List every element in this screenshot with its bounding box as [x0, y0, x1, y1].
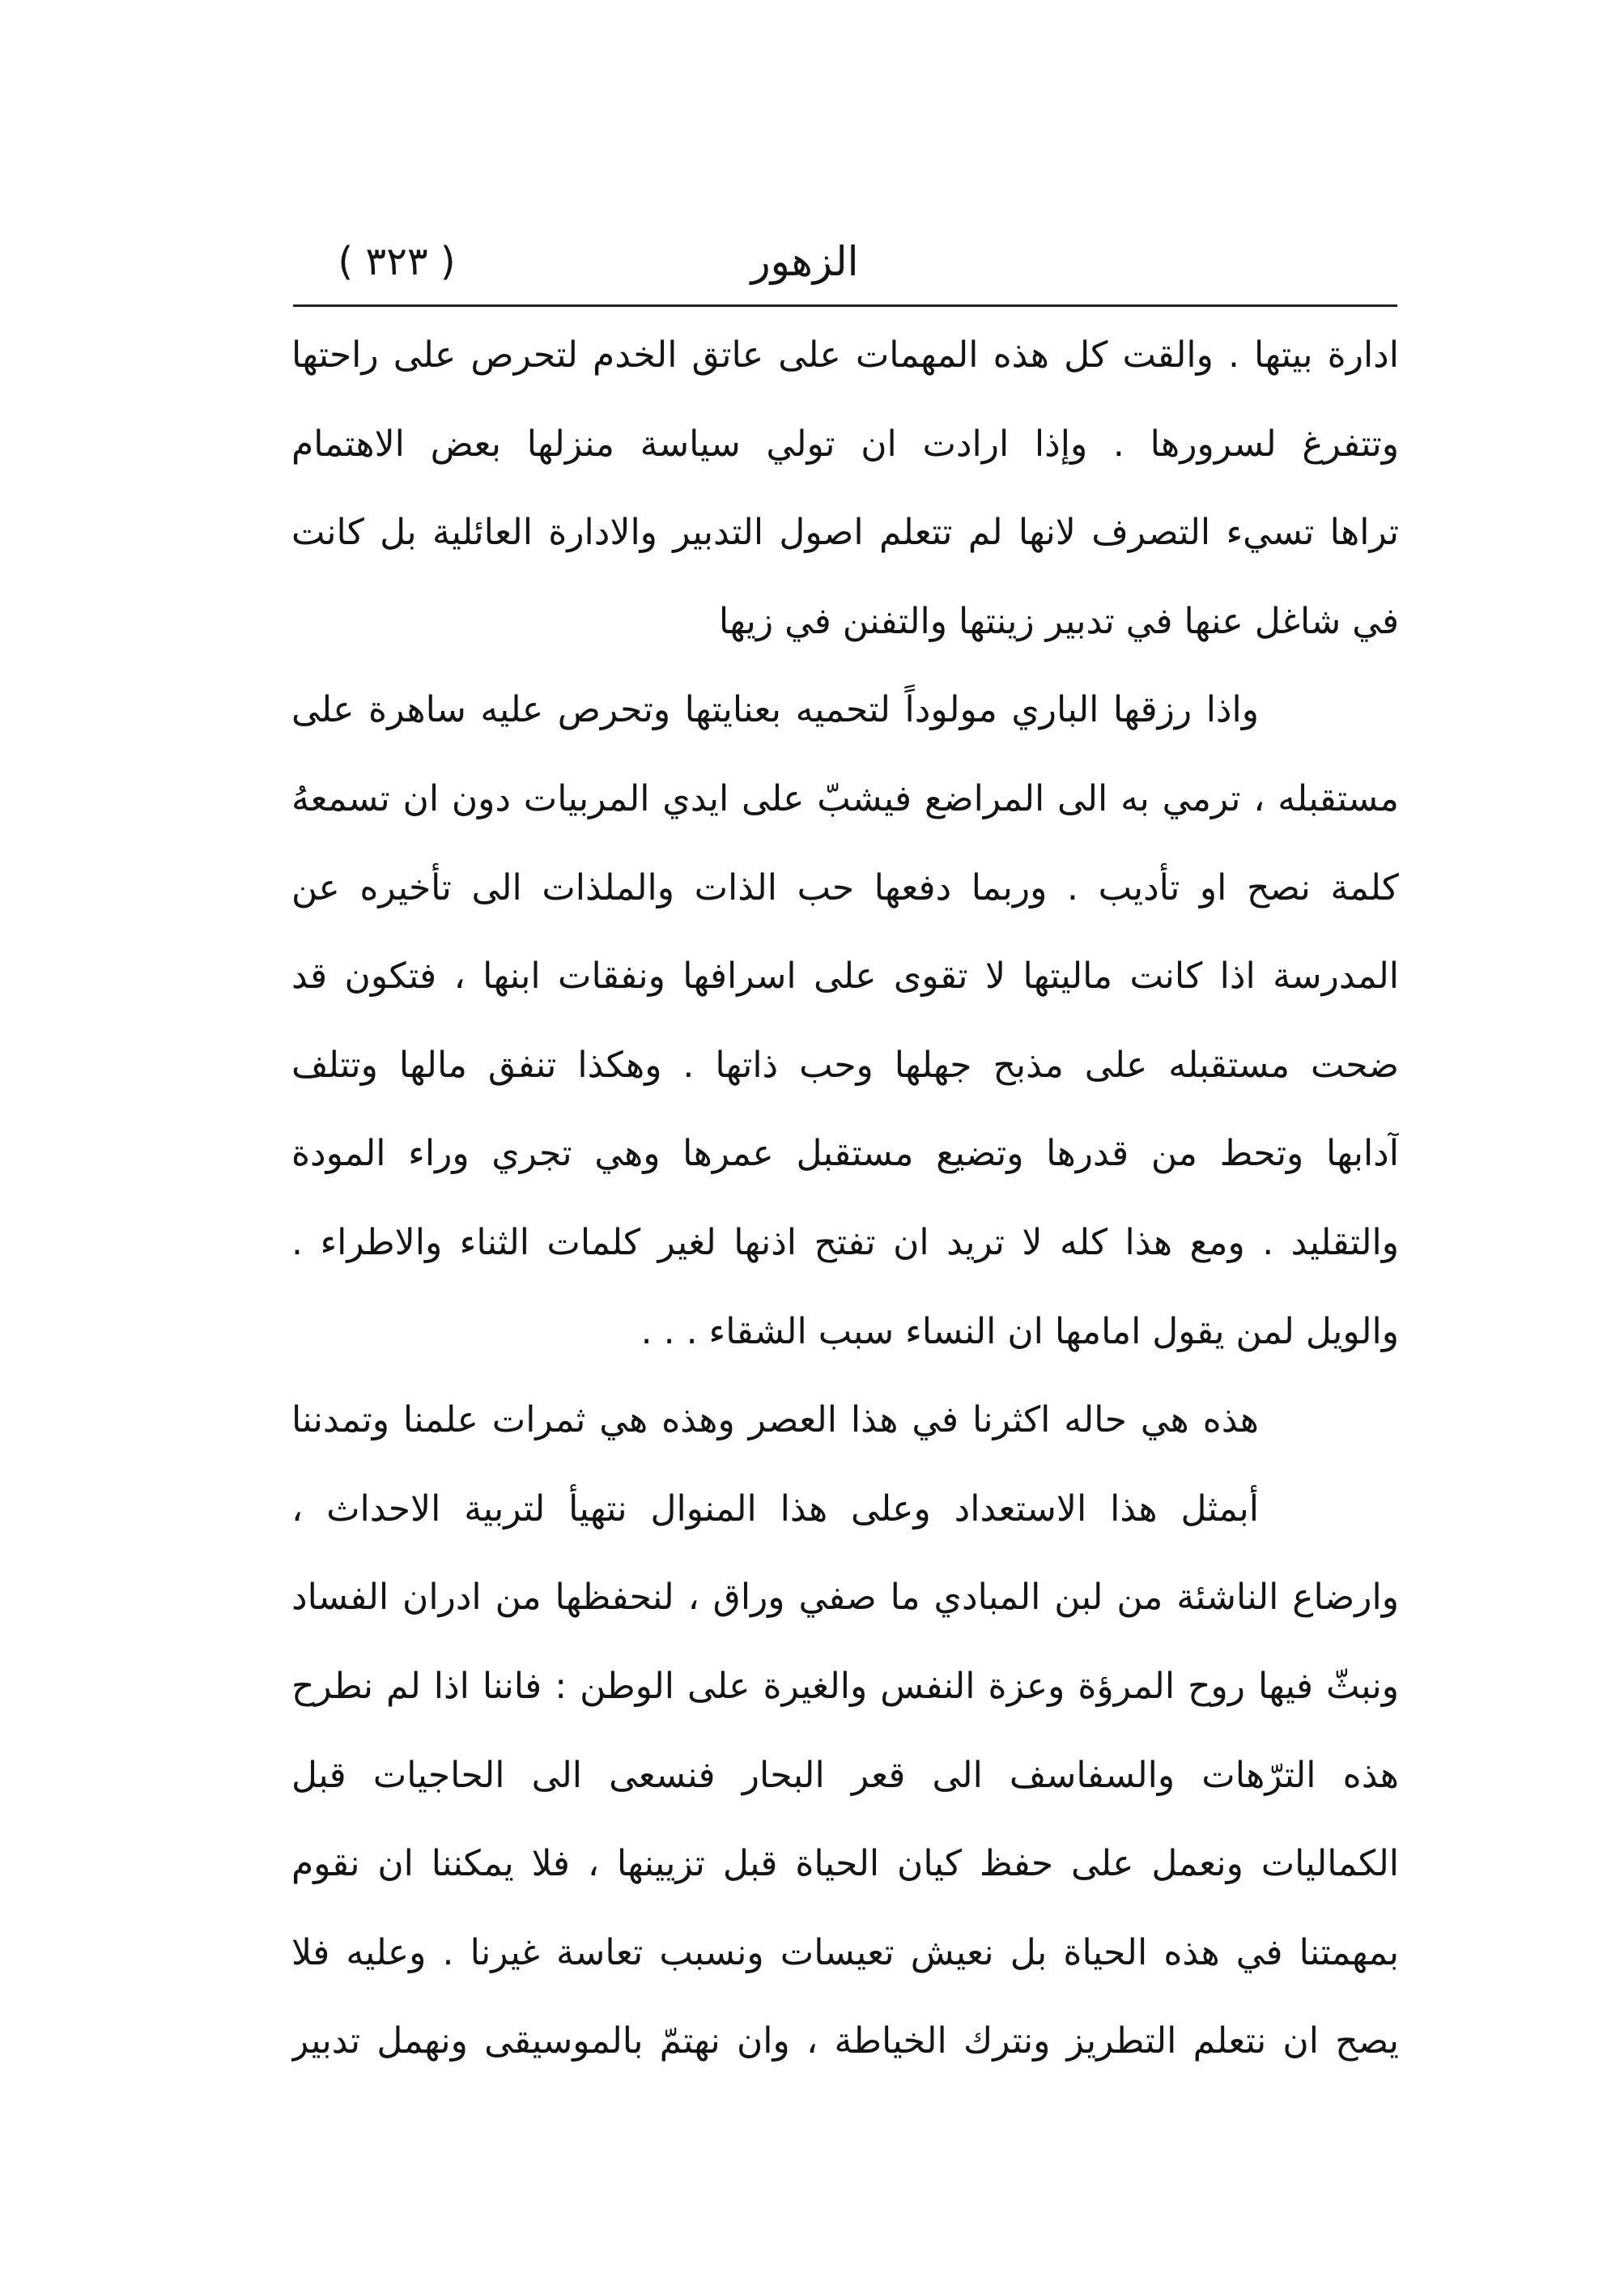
- header-rule: [293, 304, 1397, 307]
- text-line: تراها تسيء التصرف لانها لم تتعلم اصول التدبير والادارة العائلية بل كانت: [291, 512, 1399, 554]
- text-line: أبمثل هذا الاستعداد وعلى هذا المنوال نتهيأ لتربية الاحداث ،: [291, 1487, 1259, 1530]
- text-line: بمهمتنا في هذه الحياة بل نعيش تعيسات ونسبب تعاسة غيرنا . وعليه فلا: [291, 1931, 1399, 1973]
- text-line: والتقليد . ومع هذا كله لا تريد ان تفتح اذنها لغير كلمات الثناء والاطراء .: [291, 1221, 1399, 1263]
- text-line: المدرسة اذا كانت ماليتها لا تقوى على اسرافها ونفقات ابنها ، فتكون قد: [291, 955, 1399, 998]
- text-line: ادارة بيتها . والقت كل هذه المهمات على عاتق الخدم لتحرص على راحتها: [291, 334, 1399, 376]
- text-line: هذه هي حاله اكثرنا في هذا العصر وهذه هي ثمرات علمنا وتمدننا: [291, 1399, 1259, 1441]
- text-line: الكماليات ونعمل على حفظ كيان الحياة قبل تزيينها ، فلا يمكننا ان نقوم: [291, 1843, 1399, 1885]
- text-line: هذه الترّهات والسفاسف الى قعر البحار فنسعى الى الحاجيات قبل: [291, 1754, 1399, 1796]
- text-line: ضحت مستقبله على مذبح جهلها وحب ذاتها . وهكذا تنفق مالها وتتلف: [291, 1044, 1399, 1086]
- text-line: وارضاع الناشئة من لبن المبادي ما صفي وراق ، لنحفظها من ادران الفساد: [291, 1577, 1399, 1619]
- text-line: مستقبله ، ترمي به الى المراضع فيشبّ على ايدي المربيات دون ان تسمعهُ: [291, 777, 1399, 819]
- page-number: ( ٣٢٣ ): [338, 239, 456, 284]
- text-line: يصح ان نتعلم التطريز ونترك الخياطة ، وان نهتمّ بالموسيقى ونهمل تدبير: [291, 2020, 1399, 2062]
- running-head: الزهور: [750, 238, 859, 285]
- text-line: كلمة نصح او تأديب . وربما دفعها حب الذات والملذات الى تأخيره عن: [291, 866, 1399, 909]
- text-line: في شاغل عنها في تدبير زينتها والتفنن في زيها: [718, 600, 1399, 642]
- text-line: آدابها وتحط من قدرها وتضيع مستقبل عمرها وهي تجري وراء المودة: [291, 1133, 1399, 1175]
- text-line: واذا رزقها الباري مولوداً لتحميه بعنايتها وتحرص عليه ساهرة على: [291, 689, 1259, 731]
- text-line: وتتفرغ لسرورها . وإذا ارادت ان تولي سياسة منزلها بعض الاهتمام: [291, 423, 1399, 465]
- text-line: ونبثّ فيها روح المرؤة وعزة النفس والغيرة على الوطن : فاننا اذا لم نطرح: [291, 1665, 1399, 1707]
- body-text: [291, 311, 1399, 2086]
- text-line: والويل لمن يقول امامها ان النساء سبب الشقاء . . .: [640, 1310, 1399, 1352]
